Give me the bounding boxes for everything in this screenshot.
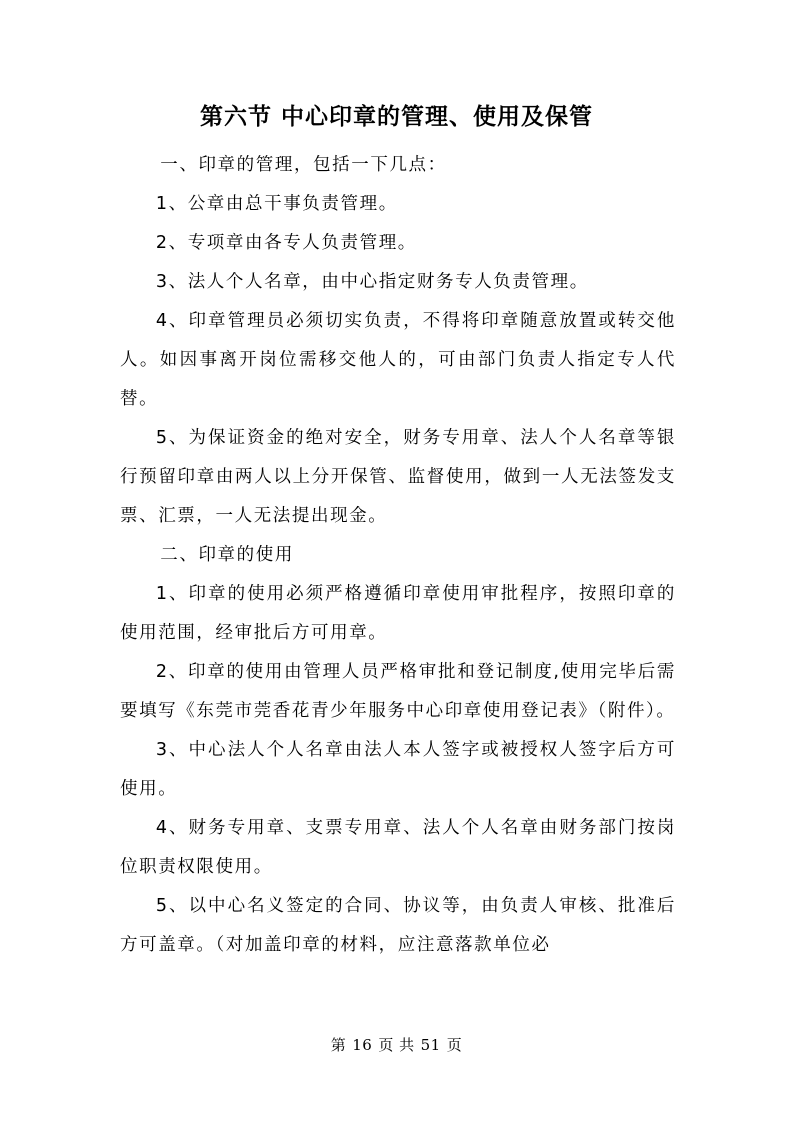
footer-prefix: 第	[330, 1036, 347, 1054]
paragraph-item: 3、中心法人个人名章由法人本人签字或被授权人签字后方可使用。	[120, 740, 676, 799]
paragraph-item: 4、财务专用章、支票专用章、法人个人名章由财务部门按岗位职责权限使用。	[120, 818, 676, 877]
paragraph-item: 1、印章的使用必须严格遵循印章使用审批程序，按照印章的使用范围，经审批后方可用章。	[120, 584, 676, 643]
paragraph-item: 3、法人个人名章，由中心指定财务专人负责管理。	[155, 272, 589, 292]
paragraph-item: 5、为保证资金的绝对安全，财务专用章、法人个人名章等银行预留印章由两人以上分开保管、监督使用，做到一人无法签发支票、汇票，一人无法提出现金。	[120, 428, 676, 526]
paragraph-item: 4、印章管理员必须切实负责，不得将印章随意放置或转交他人。如因事离开岗位需移交他人的，可由部门负责人指定专人代替。	[120, 311, 676, 409]
footer-page-number: 16	[352, 1036, 373, 1054]
paragraph-item: 1、公章由总干事负责管理。	[155, 194, 398, 214]
footer-middle: 页 共	[378, 1036, 415, 1054]
document-body	[120, 146, 676, 965]
footer-total-pages: 51	[420, 1036, 441, 1054]
footer-suffix: 页	[446, 1036, 463, 1054]
paragraph-subhead-management: 一、印章的管理，包括一下几点：	[160, 155, 447, 175]
page-footer	[0, 1035, 793, 1055]
section-title: 第六节 中心印章的管理、使用及保管	[199, 104, 593, 130]
paragraph-item: 2、专项章由各专人负责管理。	[155, 233, 417, 253]
paragraph-subhead-usage: 二、印章的使用	[160, 545, 294, 565]
paragraph-item: 5、以中心名义签定的合同、协议等，由负责人审核、批准后方可盖章。（对加盖印章的材料，应注意落款单位必	[120, 896, 676, 955]
paragraph-item: 2、印章的使用由管理人员严格审批和登记制度,使用完毕后需要填写《东莞市莞香花青少年服务中心印章使用登记表》（附件）。	[120, 662, 676, 721]
